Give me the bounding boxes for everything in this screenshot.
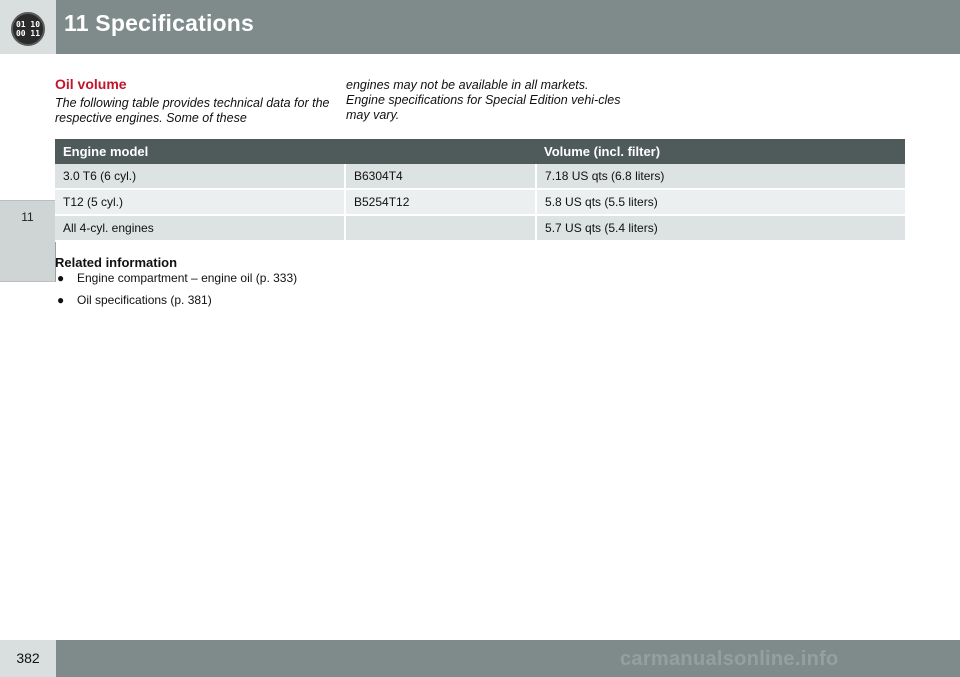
table-header-row [55,139,905,164]
cell-volume: 5.8 US qts (5.5 liters) [536,189,905,215]
cell-engine: 3.0 T6 (6 cyl.) [55,164,345,189]
cell-volume: 5.7 US qts (5.4 liters) [536,215,905,241]
cell-code: B5254T12 [345,189,536,215]
related-info-heading: Related information [55,255,178,270]
intro-text-right: engines may not be available in all markets. Engine specifications for Special Edition vehi-cles may vary. [346,78,621,122]
chapter-title: 11 Specifications [64,10,255,36]
cell-engine: All 4-cyl. engines [55,215,345,241]
page-number: 382 [16,650,40,666]
cell-code [345,215,536,241]
related-link-engine-oil[interactable] [55,271,297,285]
watermark: carmanualsonline.info [620,648,839,670]
related-link-text: Engine compartment – engine oil (p. 333) [77,271,298,285]
cell-volume: 7.18 US qts (6.8 liters) [536,164,905,189]
header-engine-model: Engine model [55,139,536,164]
binary-code-badge-icon [11,12,45,46]
badge-bottom-text: 00 11 [15,29,41,38]
table-row [55,189,905,215]
bullet-icon: ● [57,271,65,285]
header-volume: Volume (incl. filter) [536,139,905,164]
related-link-text: Oil specifications (p. 381) [77,293,212,307]
related-link-oil-specifications[interactable] [55,293,297,307]
intro-text-left: The following table provides technical data for the respective engines. Some of these [55,96,330,125]
chapter-tab-label: 11 [21,210,34,224]
bullet-icon: ● [57,293,65,307]
badge-top-text: 01 10 [15,20,41,29]
table-row [55,215,905,241]
left-margin [0,54,56,640]
section-heading: Oil volume [55,76,127,92]
related-info-list [55,271,297,315]
cell-code: B6304T4 [345,164,536,189]
cell-engine: T12 (5 cyl.) [55,189,345,215]
oil-volume-table [55,139,905,242]
table-row [55,164,905,189]
